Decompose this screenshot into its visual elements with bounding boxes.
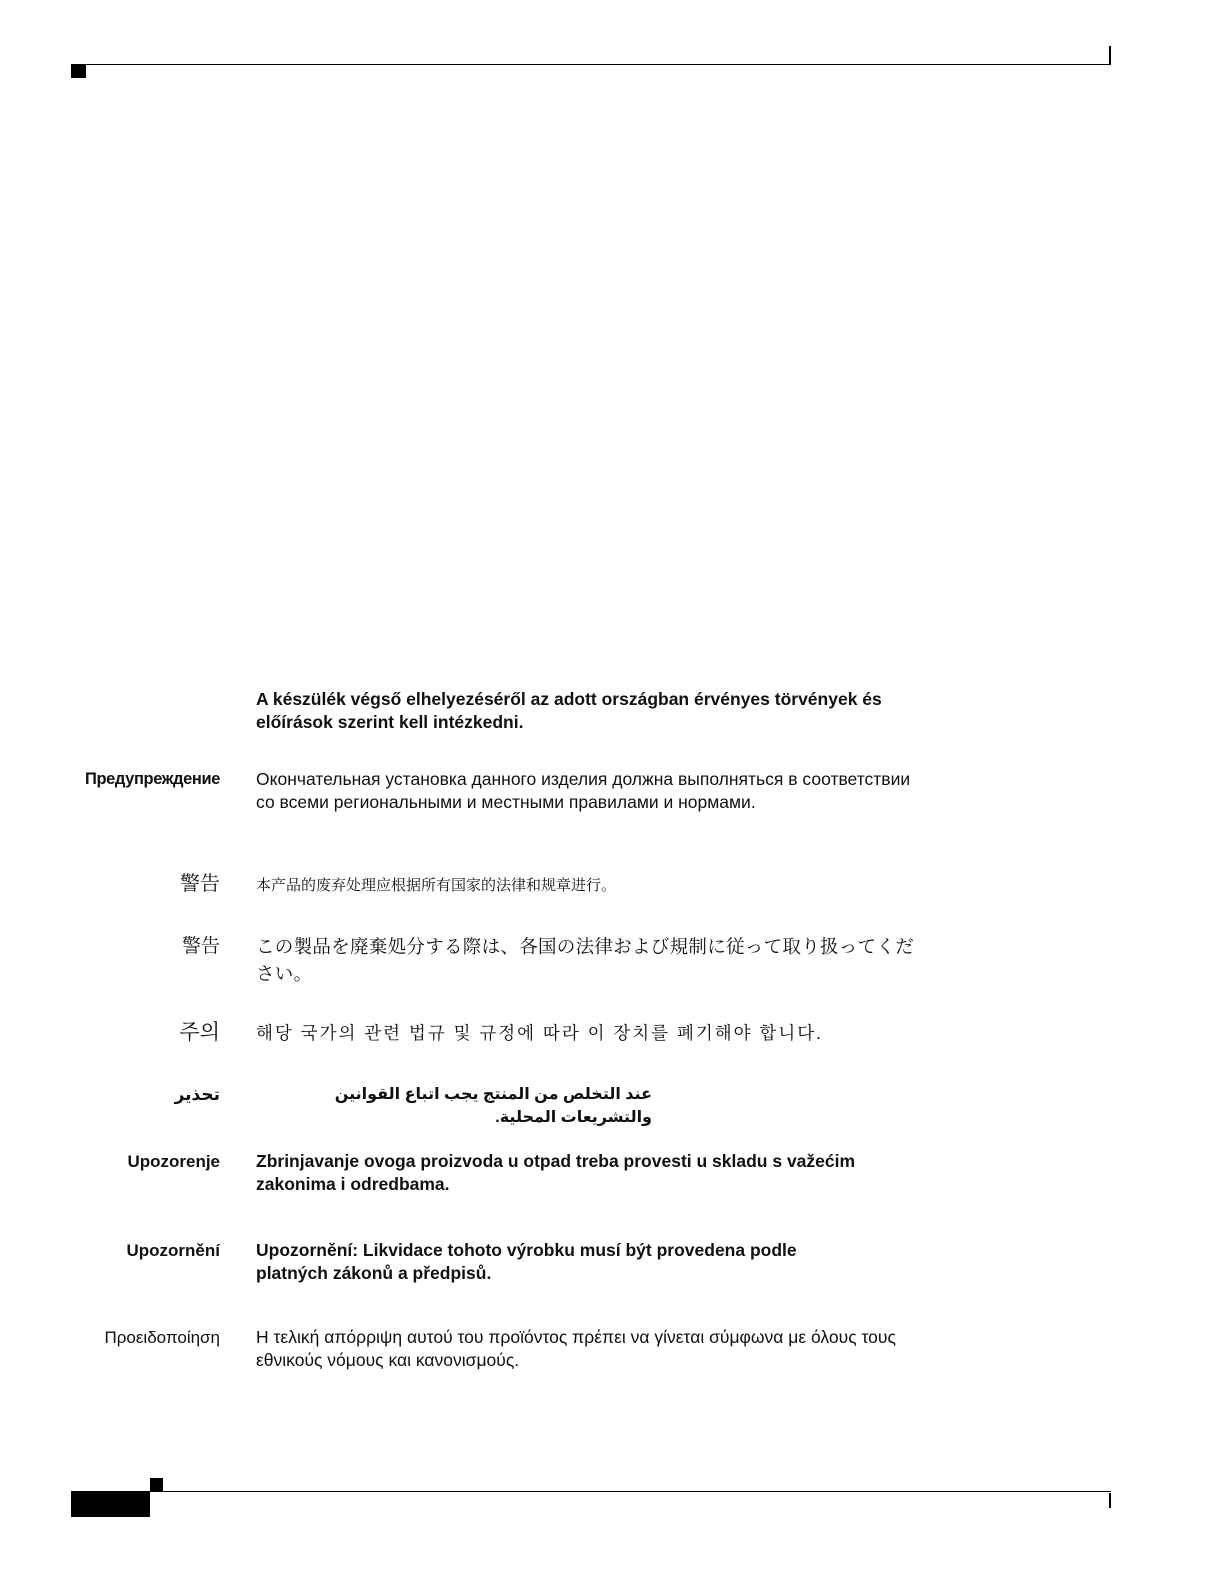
warning-label-chinese: 警告	[180, 873, 220, 895]
footer-marker-square	[150, 1478, 163, 1491]
warning-label-croatian: Upozorenje	[127, 1152, 220, 1171]
header-rule	[80, 64, 1111, 65]
header-marker-square	[71, 64, 86, 78]
warning-text-croatian: Zbrinjavanje ovoga proizvoda u otpad treba provesti u skladu s važećim zakonima i odredbama.	[256, 1151, 856, 1194]
header-tick	[1109, 46, 1111, 65]
footer-rule	[150, 1491, 1111, 1492]
warning-text-arabic: عند التخلص من المنتج يجب اتباع القوانين والتشريعات المحلية.	[334, 1086, 652, 1126]
warning-label-russian: Предупреждение	[84, 770, 220, 788]
warning-text-chinese: 本产品的废弃处理应根据所有国家的法律和规章进行。	[256, 877, 617, 894]
footer-tick	[1109, 1493, 1111, 1508]
warning-text-korean: 해당 국가의 관련 법규 및 규정에 따라 이 장치를 폐기해야 합니다.	[256, 1023, 824, 1043]
warning-text-japanese: この製品を廃棄処分する際は、各国の法律および規制に従って取り扱ってください。	[256, 936, 915, 984]
footer-block	[71, 1491, 150, 1517]
warning-text-russian: Окончательная установка данного изделия должна выполняться в соответствии со всеми региональными и местными правилами и нормами.	[256, 769, 911, 812]
warning-label-arabic: تحذير	[174, 1085, 220, 1104]
warning-text-czech: Upozornění: Likvidace tohoto výrobku musí být provedena podle platných zákonů a předpisů.	[256, 1240, 797, 1283]
warning-label-japanese: 警告	[181, 936, 220, 957]
warning-text-greek: Η τελική απόρριψη αυτού του προϊόντος πρέπει να γίνεται σύμφωνα με όλους τους εθνικούς νόμους και κανονισμούς.	[256, 1327, 896, 1370]
warning-label-greek: Προειδοποίηση	[104, 1328, 220, 1347]
warning-label-korean: 주의	[179, 1021, 220, 1044]
warning-label-czech: Upozornění	[126, 1241, 220, 1260]
warning-text-hungarian: A készülék végső elhelyezéséről az adott országban érvényes törvények és előírások szerint kell intézkedni.	[256, 689, 882, 732]
